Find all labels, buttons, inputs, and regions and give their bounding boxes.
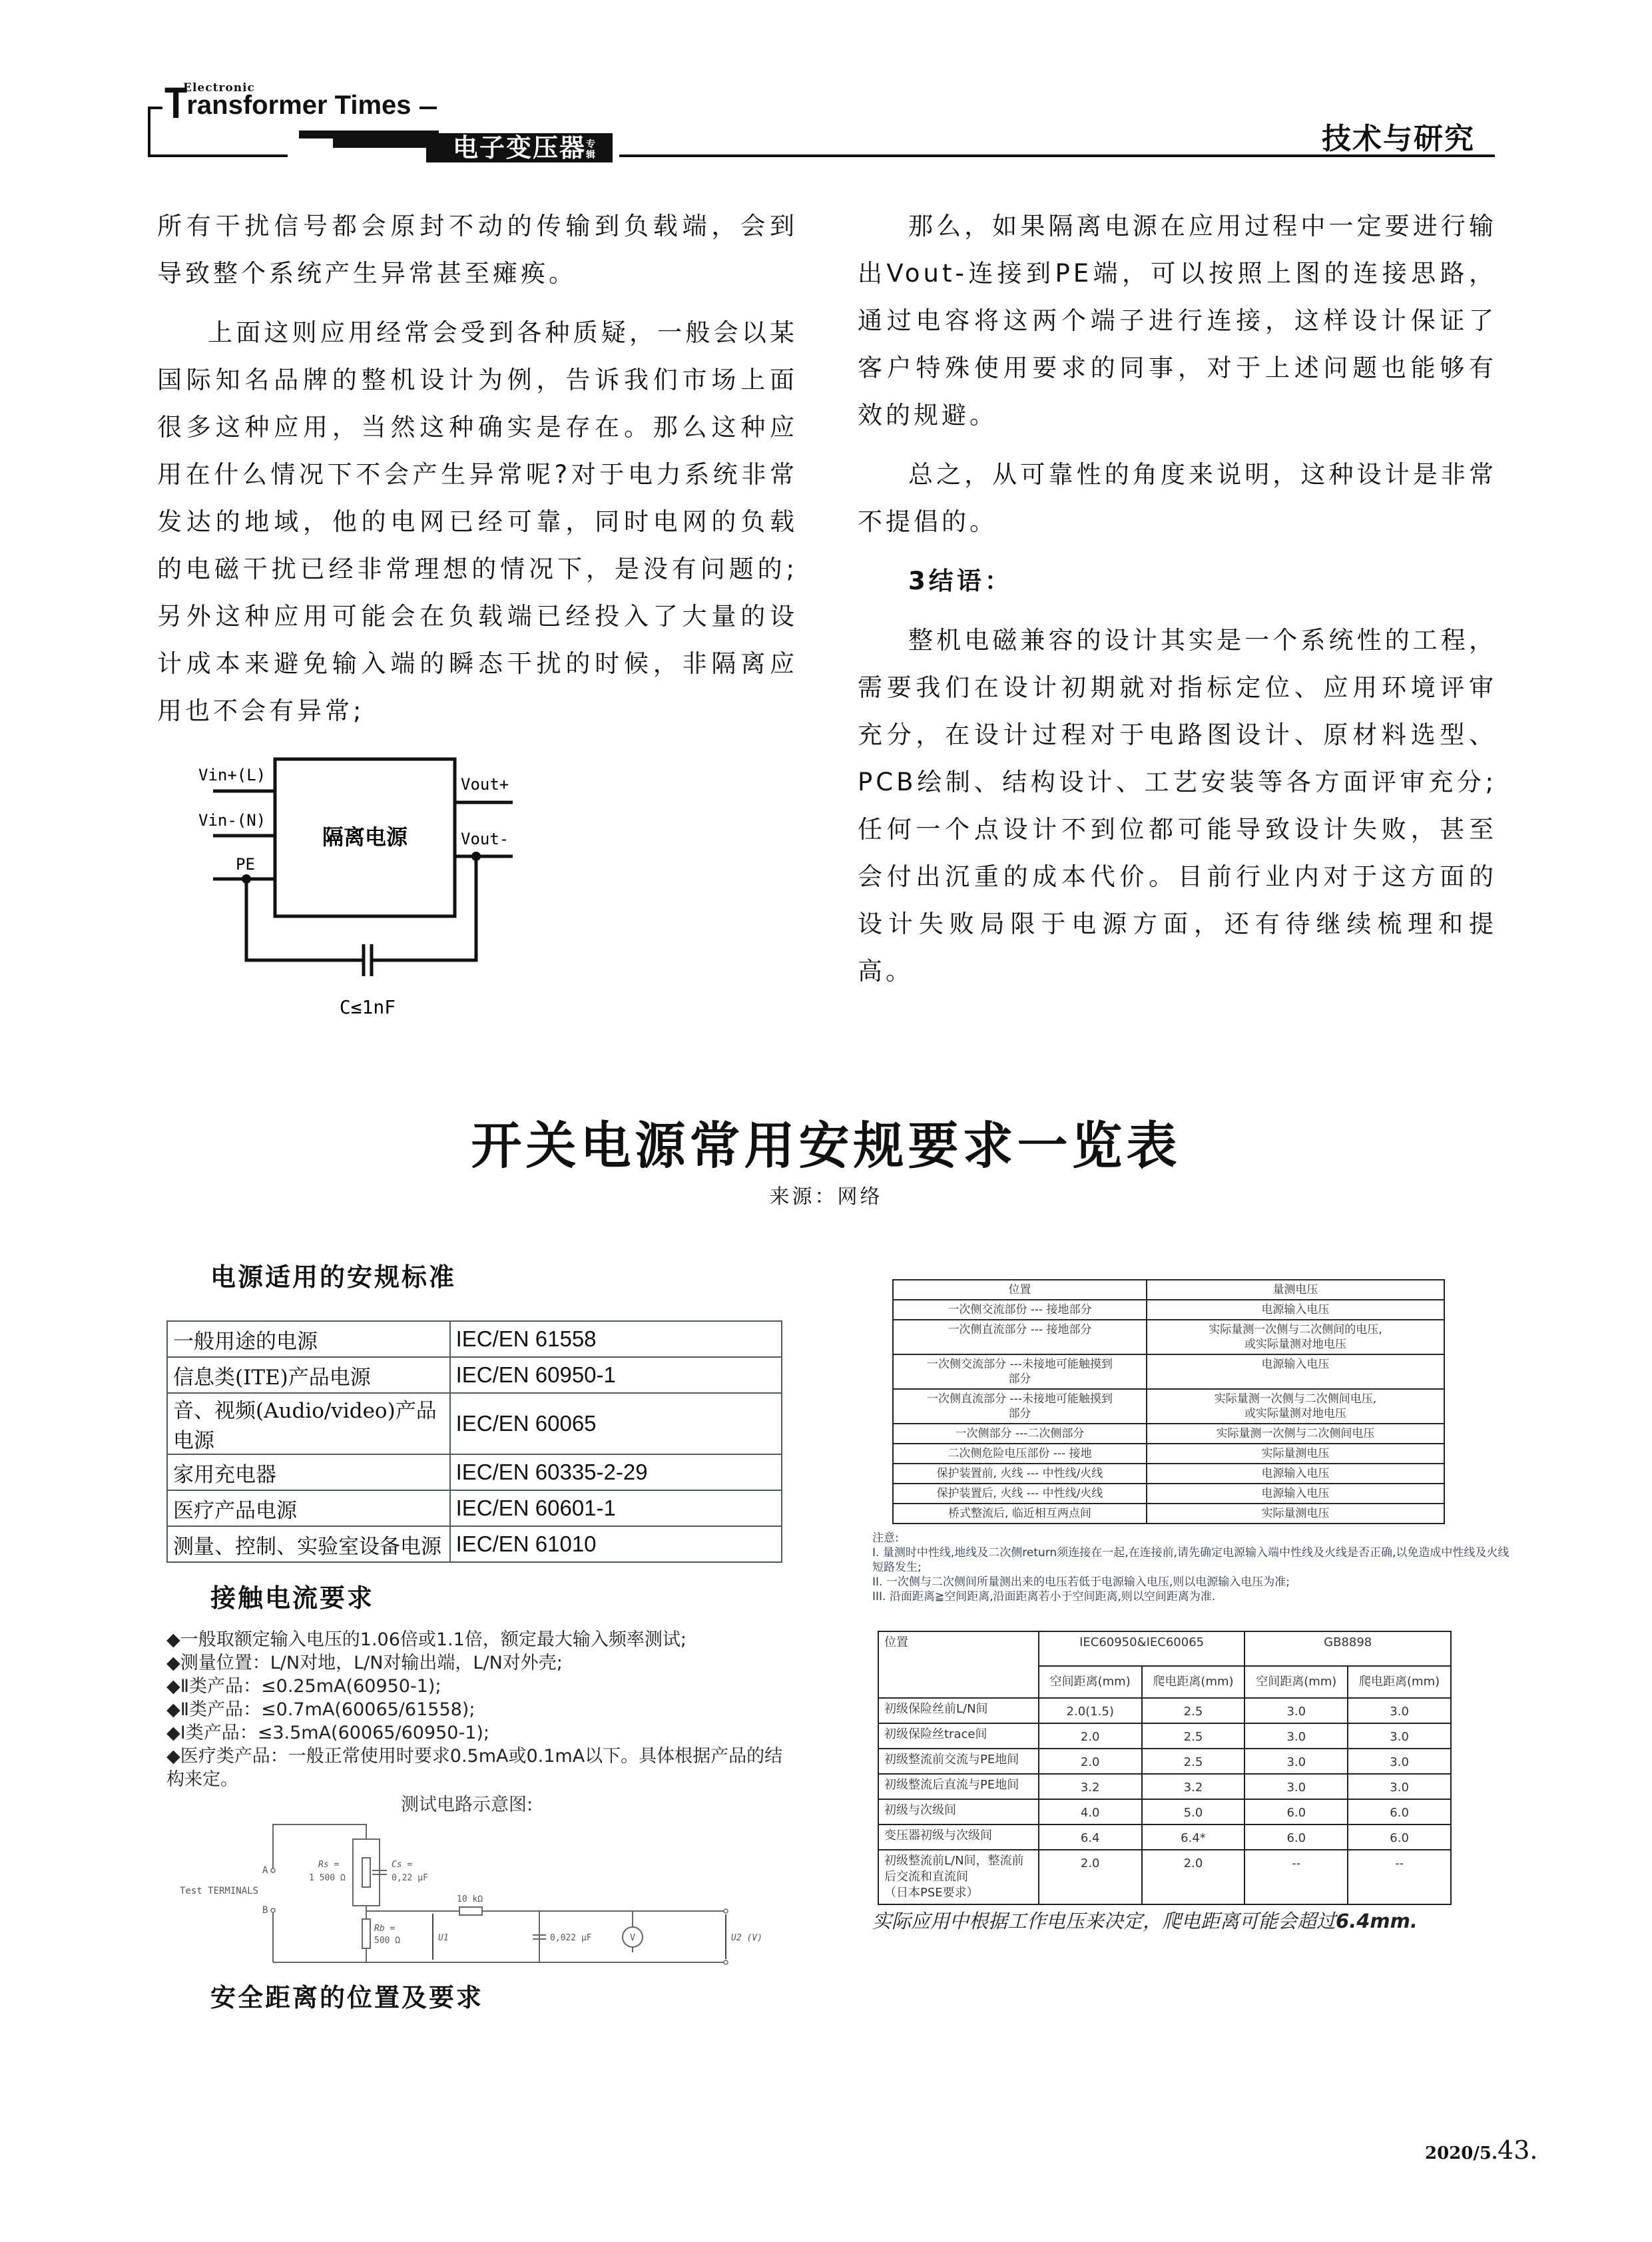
cs-value: 0,22 μF xyxy=(392,1873,428,1883)
logo-text: ransformer Times xyxy=(186,91,412,120)
table-row xyxy=(167,1321,782,1357)
column-group-iec: IEC60950&IEC60065 xyxy=(1039,1631,1245,1666)
cell-position: 变压器初级与次级间 xyxy=(878,1824,1039,1850)
list-item: ◆Ⅱ类产品：≤0.7mA(60065/61558); xyxy=(166,1699,475,1720)
table-row xyxy=(878,1824,1451,1850)
touch-current-heading: 接触电流要求 xyxy=(210,1583,375,1613)
cell-position: 初级整流前L/N间，整流前后交流和直流间 （日本PSE要求） xyxy=(878,1850,1039,1904)
note-line: 注意: xyxy=(872,1532,899,1545)
cell-voltage: 实际量测电压 xyxy=(1147,1444,1444,1464)
cell-product: 信息类(ITE)产品电源 xyxy=(167,1357,450,1393)
cell-voltage: 实际量测一次侧与二次侧间的电压, 或实际量测对地电压 xyxy=(1147,1320,1444,1354)
table-row xyxy=(893,1444,1444,1464)
circuit-title: 测试电路示意图: xyxy=(401,1795,533,1815)
table-row xyxy=(167,1454,782,1490)
u1-label: U1 xyxy=(438,1933,449,1943)
cell-distance: 3.0 xyxy=(1348,1698,1451,1723)
cell-distance: 3.0 xyxy=(1348,1749,1451,1774)
cell-distance: 6.0 xyxy=(1348,1824,1451,1850)
right-column xyxy=(858,202,1497,1007)
cell-distance: 6.4* xyxy=(1142,1824,1245,1850)
cell-standard: IEC/EN 60065 xyxy=(450,1393,782,1454)
subheading-conclusion: 3结语： xyxy=(908,567,1013,595)
voltage-table xyxy=(892,1279,1445,1524)
column-header: 量测电压 xyxy=(1147,1280,1444,1300)
distance-table xyxy=(878,1631,1452,1905)
cell-product: 一般用途的电源 xyxy=(167,1321,450,1357)
footnote-value: 6.4mm. xyxy=(1336,1910,1418,1932)
table-row xyxy=(893,1389,1444,1424)
logo-transformer-times xyxy=(162,78,412,127)
list-item: ◆Ⅱ类产品：≤0.25mA(60950-1); xyxy=(166,1676,441,1697)
list-item: ◆Ⅰ类产品：≤3.5mA(60065/60950-1); xyxy=(166,1723,490,1743)
pe-label: PE xyxy=(236,855,255,874)
cell-voltage: 实际量测电压 xyxy=(1147,1504,1444,1524)
logo-chinese xyxy=(426,133,613,162)
right-lower-section xyxy=(872,1279,1512,1933)
resistor-rb xyxy=(362,1919,370,1948)
distance-heading: 安全距离的位置及要求 xyxy=(210,1983,484,2012)
capacitor-label: C≤1nF xyxy=(339,996,396,1018)
vout-minus-label: Vout- xyxy=(461,830,509,848)
list-item: ◆医疗类产品：一般正常使用时要求0.5mA或0.1mA以下。具体根据产品的结构来定。 xyxy=(166,1746,783,1790)
table-row xyxy=(167,1490,782,1526)
table-row xyxy=(893,1464,1444,1484)
logo-step-bar xyxy=(333,139,439,148)
cell-distance: 6.4 xyxy=(1039,1824,1142,1850)
table-row xyxy=(878,1723,1451,1749)
rs-label: Rs = xyxy=(318,1860,340,1870)
cell-position: 桥式整流后, 临近相互两点间 xyxy=(893,1504,1147,1524)
table-row xyxy=(893,1504,1444,1524)
cell-product: 测量、控制、实验室设备电源 xyxy=(167,1526,450,1562)
cell-distance: 3.0 xyxy=(1348,1774,1451,1799)
isolation-diagram xyxy=(153,746,752,1025)
cell-distance: -- xyxy=(1348,1850,1451,1904)
cell-distance: 3.0 xyxy=(1348,1723,1451,1749)
column-header: 空间距离(mm) xyxy=(1244,1666,1348,1698)
logo-cn-text: 电子变压器 xyxy=(453,133,587,162)
c022-label: 0,022 μF xyxy=(550,1933,592,1943)
cell-position: 初级整流前交流与PE地间 xyxy=(878,1749,1039,1774)
column-header: 空间距离(mm) xyxy=(1039,1666,1142,1698)
cell-voltage: 实际量测一次侧与二次侧间电压, 或实际量测对地电压 xyxy=(1147,1389,1444,1424)
cell-distance: 6.0 xyxy=(1244,1824,1348,1850)
cell-distance: 3.2 xyxy=(1039,1774,1142,1799)
list-item: ◆一般取额定输入电压的1.06倍或1.1倍，额定最大输入频率测试; xyxy=(166,1629,687,1650)
cell-position: 初级与次级间 xyxy=(878,1799,1039,1824)
cell-position: 初级保险丝trace间 xyxy=(878,1723,1039,1749)
u2-label: U2 (V) xyxy=(731,1933,762,1943)
terminals-label: Test TERMINALS xyxy=(180,1886,259,1896)
cell-distance: -- xyxy=(1244,1850,1348,1904)
cell-standard: IEC/EN 60950-1 xyxy=(450,1357,782,1393)
cell-position: 二次侧危险电压部份 --- 接地 xyxy=(893,1444,1147,1464)
table-row xyxy=(893,1484,1444,1504)
column-header-position: 位置 xyxy=(878,1631,1039,1698)
resistor-rs xyxy=(362,1858,370,1887)
cell-distance: 4.0 xyxy=(1039,1799,1142,1824)
test-circuit-wrap xyxy=(166,1819,786,1978)
cell-position: 一次侧交流部分 ---未接地可能触摸到 部分 xyxy=(893,1354,1147,1389)
cell-product: 家用充电器 xyxy=(167,1454,450,1490)
paragraph: 上面这则应用经常会受到各种质疑，一般会以某国际知名品牌的整机设计为例，告诉我们市场上面很多这种应用，当然这种确实是存在。那么这种应用在什么情况下不会产生异常呢?对于电力系统非常发达的地域，他的电网已经可靠，同时电网的负载的电磁干扰已经非常理想的情况下，是没有问题的;另外这种应用可能会在负载端已经投入了大量的设计成本来避免输入端的瞬态干扰的时候，非隔离应用也不会有异常; xyxy=(157,318,798,725)
article-title: 开关电源常用安规要求一览表 xyxy=(471,1116,1181,1175)
page-label: 43. xyxy=(1498,2135,1538,2165)
vout-plus-label: Vout+ xyxy=(461,775,509,794)
issue-label: 2020/5. xyxy=(1425,2143,1498,2163)
touch-current-list xyxy=(166,1628,786,1791)
table-row xyxy=(893,1354,1444,1389)
cell-voltage: 实际量测一次侧与二次侧间电压 xyxy=(1147,1424,1444,1444)
cell-distance: 3.0 xyxy=(1244,1723,1348,1749)
cell-distance: 2.0 xyxy=(1039,1850,1142,1904)
standards-table xyxy=(166,1320,782,1563)
terminal-a-label: A xyxy=(262,1865,268,1876)
cell-distance: 5.0 xyxy=(1142,1799,1245,1824)
table-row xyxy=(878,1698,1451,1723)
test-circuit xyxy=(166,1819,766,1976)
header-bottom-rule-left xyxy=(148,154,288,157)
paragraph: 整机电磁兼容的设计其实是一个系统性的工程，需要我们在设计初期就对指标定位、应用环境评审充分，在设计过程对于电路图设计、原材料选型、PCB绘制、结构设计、工艺安装等各方面评审充分;任何一个点设计不到位都可能导致设计失败，甚至会付出沉重的成本代价。目前行业内对于这方面的设计失败局限于电源方面，还有待继续梳理和提高。 xyxy=(858,626,1497,985)
cell-position: 初级保险丝前L/N间 xyxy=(878,1698,1039,1723)
box-label: 隔离电源 xyxy=(322,824,408,850)
cell-voltage: 电源输入电压 xyxy=(1147,1484,1444,1504)
cs-label: Cs = xyxy=(392,1860,413,1870)
cell-distance: 2.5 xyxy=(1142,1749,1245,1774)
cell-standard: IEC/EN 61010 xyxy=(450,1526,782,1562)
cell-standard: IEC/EN 60335-2-29 xyxy=(450,1454,782,1490)
distance-footnote xyxy=(872,1909,1512,1933)
rb-label: Rb = xyxy=(374,1924,396,1934)
terminal-out-icon xyxy=(724,1909,728,1913)
column-group-gb: GB8898 xyxy=(1244,1631,1451,1666)
table-row xyxy=(878,1850,1451,1904)
cell-distance: 3.2 xyxy=(1142,1774,1245,1799)
paragraph: 那么，如果隔离电源在应用过程中一定要进行输出Vout-连接到PE端，可以按照上图的连接思路，通过电容将这两个端子进行连接，这样设计保证了客户特殊使用要求的同事，对于上述问题也能够有效的规避。 xyxy=(858,212,1497,429)
article-source: 来源：网络 xyxy=(769,1185,883,1209)
resistor-10k xyxy=(459,1907,482,1915)
header-left-top-rule xyxy=(148,107,162,109)
note-line: II. 一次侧与二次侧间所量测出来的电压若低于电源输入电压,则以电源输入电压为准; xyxy=(872,1575,1290,1589)
table-row xyxy=(167,1526,782,1562)
table-row xyxy=(167,1393,782,1454)
logo-step-bar xyxy=(299,131,439,139)
cell-distance: 6.0 xyxy=(1348,1799,1451,1824)
paragraph: 总之，从可靠性的角度来说明，这种设计是非常不提倡的。 xyxy=(858,460,1497,536)
cell-distance: 6.0 xyxy=(1244,1799,1348,1824)
cell-distance: 2.0 xyxy=(1039,1749,1142,1774)
terminal-a-icon xyxy=(271,1868,275,1872)
list-item: ◆测量位置：L/N对地，L/N对输出端，L/N对外壳; xyxy=(166,1653,563,1673)
cell-distance: 2.0 xyxy=(1039,1723,1142,1749)
terminal-out-icon xyxy=(724,1960,728,1964)
left-column xyxy=(157,202,798,746)
section-tag: 技术与研究 xyxy=(1322,122,1475,156)
cell-distance: 3.0 xyxy=(1244,1698,1348,1723)
cell-distance: 2.0(1.5) xyxy=(1039,1698,1142,1723)
paragraph: 所有干扰信号都会原封不动的传输到负载端，会到导致整个系统产生异常甚至瘫痪。 xyxy=(157,212,798,288)
table-row xyxy=(878,1749,1451,1774)
cell-voltage: 电源输入电压 xyxy=(1147,1464,1444,1484)
cell-distance: 3.0 xyxy=(1244,1749,1348,1774)
terminal-b-icon xyxy=(271,1908,275,1912)
rb-value: 500 Ω xyxy=(374,1936,401,1946)
vin-plus-label: Vin+(L) xyxy=(198,766,266,784)
note-line: III. 沿面距离≧空间距离,沿面距离若小于空间距离,则以空间距离为准. xyxy=(872,1590,1216,1603)
vin-minus-label: Vin-(N) xyxy=(198,811,266,830)
standards-heading: 电源适用的安规标准 xyxy=(210,1262,457,1292)
left-lower-section xyxy=(166,1262,786,2013)
cell-position: 初级整流后直流与PE地间 xyxy=(878,1774,1039,1799)
page-number xyxy=(1425,2135,1537,2165)
cell-position: 一次侧交流部份 --- 接地部分 xyxy=(893,1300,1147,1320)
cell-distance: 2.0 xyxy=(1142,1850,1245,1904)
column-header: 爬电距离(mm) xyxy=(1142,1666,1245,1698)
cell-position: 一次侧直流部分 --- 接地部分 xyxy=(893,1320,1147,1354)
voltage-notes xyxy=(872,1531,1512,1604)
table-row xyxy=(893,1300,1444,1320)
note-line: I. 量测时中性线,地线及二次侧return须连接在一起,在连接前,请先确定电源输入端中性线及火线是否正确,以免造成中性线及火线短路发生; xyxy=(872,1546,1510,1574)
r10k-label: 10 kΩ xyxy=(457,1894,483,1904)
table-row xyxy=(878,1774,1451,1799)
header-left-vertical-rule xyxy=(148,107,150,157)
cell-position: 一次侧直流部分 ---未接地可能触摸到 部分 xyxy=(893,1389,1147,1424)
cell-product: 医疗产品电源 xyxy=(167,1490,450,1526)
cell-distance: 2.5 xyxy=(1142,1698,1245,1723)
column-header: 爬电距离(mm) xyxy=(1348,1666,1451,1698)
cell-distance: 2.5 xyxy=(1142,1723,1245,1749)
table-row xyxy=(893,1320,1444,1354)
logo-t: T xyxy=(164,78,188,127)
footnote-text: 实际应用中根据工作电压来决定，爬电距离可能会超过 xyxy=(872,1910,1336,1932)
table-row xyxy=(167,1357,782,1393)
cell-voltage: 电源输入电压 xyxy=(1147,1354,1444,1389)
terminal-b-label: B xyxy=(262,1905,268,1916)
header-logo-dash xyxy=(419,107,437,109)
cell-position: 保护装置前, 火线 --- 中性线/火线 xyxy=(893,1464,1147,1484)
logo-electronic: Electronic xyxy=(183,81,255,95)
rs-value: 1 500 Ω xyxy=(309,1873,346,1883)
table-row xyxy=(893,1424,1444,1444)
cell-position: 一次侧部分 ---二次侧部分 xyxy=(893,1424,1147,1444)
table-row xyxy=(878,1799,1451,1824)
cell-product: 音、视频(Audio/video)产品电源 xyxy=(167,1393,450,1454)
cell-standard: IEC/EN 60601-1 xyxy=(450,1490,782,1526)
cell-standard: IEC/EN 61558 xyxy=(450,1321,782,1357)
cell-distance: 3.0 xyxy=(1244,1774,1348,1799)
column-header: 位置 xyxy=(893,1280,1147,1300)
logo-cn-small: 专辑 xyxy=(586,139,596,160)
voltmeter-label: V xyxy=(630,1933,635,1943)
cell-position: 保护装置后, 火线 --- 中性线/火线 xyxy=(893,1484,1147,1504)
cell-voltage: 电源输入电压 xyxy=(1147,1300,1444,1320)
